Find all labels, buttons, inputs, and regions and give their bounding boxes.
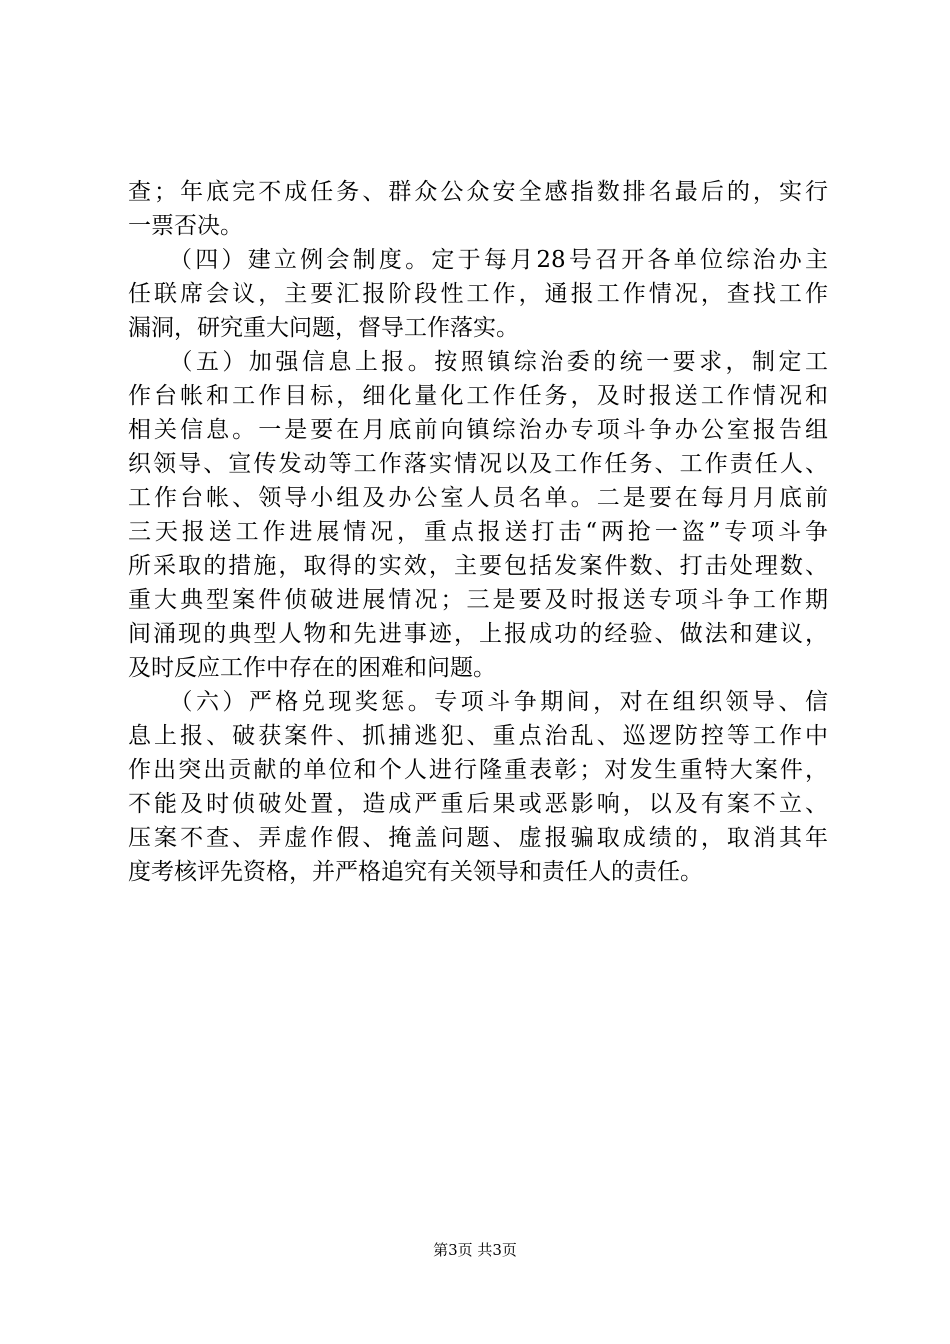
body-text-line: 所采取的措施，取得的实效，主要包括发案件数、打击处理数、 xyxy=(128,553,828,579)
body-text-line: 织领导、宣传发动等工作落实情况以及工作任务、工作责任人、 xyxy=(128,451,828,477)
page-number-footer: 第3页 共3页 xyxy=(433,1241,517,1259)
body-text-line: （五）加强信息上报。按照镇综治委的统一要求，制定工 xyxy=(128,349,828,375)
body-text-line: 不能及时侦破处置，造成严重后果或恶影响，以及有案不立、 xyxy=(128,791,828,817)
body-text-line: 及时反应工作中存在的困难和问题。 xyxy=(128,655,496,681)
body-text-line: （四）建立例会制度。定于每月28号召开各单位综治办主 xyxy=(128,247,828,273)
body-text-line: 作出突出贡献的单位和个人进行隆重表彰；对发生重特大案件， xyxy=(128,757,828,783)
body-text-line: 三天报送工作进展情况，重点报送打击“两抢一盗”专项斗争 xyxy=(128,519,828,545)
body-text-line: 间涌现的典型人物和先进事迹，上报成功的经验、做法和建议， xyxy=(128,621,828,647)
body-text-line: （六）严格兑现奖惩。专项斗争期间，对在组织领导、信 xyxy=(128,689,828,715)
body-text-line: 度考核评先资格，并严格追究有关领导和责任人的责任。 xyxy=(128,859,703,885)
body-text-line: 压案不查、弄虚作假、掩盖问题、虚报骗取成绩的，取消其年 xyxy=(128,825,828,851)
body-text-line: 查；年底完不成任务、群众公众安全感指数排名最后的，实行 xyxy=(128,179,828,205)
body-text-line: 工作台帐、领导小组及办公室人员名单。二是要在每月月底前 xyxy=(128,485,828,511)
body-text-line: 漏洞，研究重大问题，督导工作落实。 xyxy=(128,315,519,341)
body-text-line: 作台帐和工作目标，细化量化工作任务，及时报送工作情况和 xyxy=(128,383,828,409)
body-text-line: 息上报、破获案件、抓捕逃犯、重点治乱、巡逻防控等工作中 xyxy=(128,723,828,749)
body-text-line: 相关信息。一是要在月底前向镇综治办专项斗争办公室报告组 xyxy=(128,417,828,443)
body-text-line: 重大典型案件侦破进展情况；三是要及时报送专项斗争工作期 xyxy=(128,587,828,613)
body-text-line: 一票否决。 xyxy=(128,213,243,239)
body-text-line: 任联席会议，主要汇报阶段性工作，通报工作情况，查找工作 xyxy=(128,281,828,307)
